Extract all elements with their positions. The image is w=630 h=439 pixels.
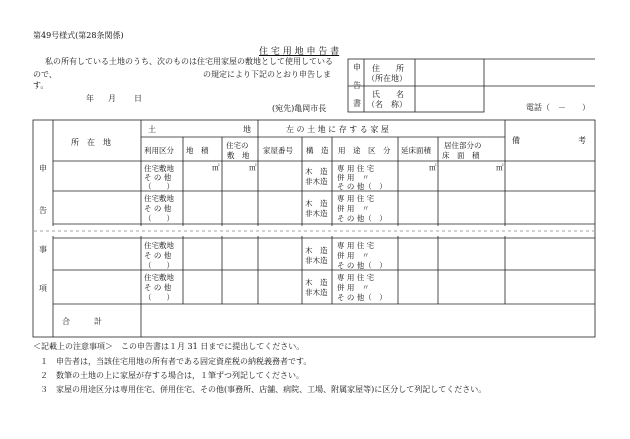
usage-dedicated: 専 用 住 宅 [337, 273, 375, 282]
table-side-3: 事 [39, 245, 47, 254]
struct-nonwood: 非木造 [305, 177, 328, 186]
note-item-1: １ 申告者は，当該住宅用地の所有者である固定資産税の納税義務者です。 [40, 357, 312, 366]
col-location: 所 在 地 [71, 138, 111, 147]
usage-combined: 併 用 〃 [337, 173, 370, 182]
unit-house-site: ㎡ [249, 163, 257, 172]
declarant-side-2: 告 [353, 81, 361, 90]
table-side-2: 告 [39, 206, 47, 215]
note-item-3: ３ 家屋の用途区分は専用住宅、併用住宅、その他(事務所、店舗、病院、工場、附属家屋等)に区分して列記してください。 [40, 385, 487, 394]
usage-other: そ の 他（ ） [337, 182, 387, 191]
sub-structure: 構 造 [306, 146, 329, 155]
unit-residential: ㎡ [496, 163, 504, 172]
name-label: 氏 名 [372, 90, 404, 99]
group-land-b: 地 [243, 125, 251, 134]
struct-nonwood: 非木造 [305, 288, 328, 297]
struct-nonwood: 非木造 [305, 209, 328, 218]
usage-dedicated: 専 用 住 宅 [337, 164, 375, 173]
total-label: 合 計 [62, 317, 102, 326]
sub-residential-a: 居住部分の [444, 141, 482, 150]
use-opt-house: 住宅敷地 [144, 164, 174, 173]
sub-use: 利用区分 [144, 146, 174, 155]
use-opt-paren: （ ） [144, 261, 174, 270]
usage-combined: 併 用 〃 [337, 251, 370, 260]
sub-usage: 用 途 区 分 [338, 146, 391, 155]
use-opt-other: そ の 他 [144, 251, 172, 260]
struct-wood: 木 造 [305, 199, 328, 208]
use-opt-other: そ の 他 [144, 173, 172, 182]
struct-wood: 木 造 [305, 167, 328, 176]
usage-other: そ の 他（ ） [337, 214, 387, 223]
phone-label: 電話（ － ） [526, 103, 590, 112]
form-number: 第49号様式(第28条関係) [33, 31, 124, 40]
table-side-4: 項 [39, 284, 47, 293]
table-side-1: 申 [39, 164, 47, 173]
notes-heading: ＜記載上の注意事項＞ この申告書は１月 31 日までに提出してください。 [33, 342, 305, 351]
page-title: 住 宅 用 地 申 告 書 [259, 47, 340, 57]
sub-floor-area: 延床面積 [401, 146, 431, 155]
usage-other: そ の 他（ ） [337, 293, 387, 302]
date-year: 年 [86, 94, 94, 103]
unit-floor-area: ㎡ [429, 163, 437, 172]
use-opt-other: そ の 他 [144, 204, 172, 213]
use-opt-paren: （ ） [144, 182, 174, 191]
use-opt-other: そ の 他 [144, 283, 172, 292]
usage-combined: 併 用 〃 [337, 283, 370, 292]
intro-line2-b: の規定により下記のとおり申告しま [203, 70, 331, 79]
sub-residential-b: 床 面 積 [442, 151, 480, 160]
declarant-side-1: 申 [353, 63, 361, 72]
intro-line2-a: ので、 [33, 70, 57, 79]
struct-wood: 木 造 [305, 246, 328, 255]
intro-line1: 私の所有している土地のうち、次のものは住宅用家屋の敷地として使用している [45, 57, 333, 66]
usage-other: そ の 他（ ） [337, 261, 387, 270]
col-remarks-b: 考 [578, 136, 586, 145]
struct-nonwood: 非木造 [305, 256, 328, 265]
struct-wood: 木 造 [305, 278, 328, 287]
use-opt-house: 住宅敷地 [144, 241, 174, 250]
use-opt-house: 住宅敷地 [144, 194, 174, 203]
note-item-2: ２ 数筆の土地の上に家屋が存する場合は，１筆ずつ列記してください。 [40, 371, 304, 380]
date-day: 日 [134, 94, 142, 103]
use-opt-paren: （ ） [144, 214, 174, 223]
sub-house-site-b: 敷 地 [227, 151, 250, 160]
date-month: 月 [108, 94, 116, 103]
name-sub-label: （名 称） [367, 100, 407, 109]
col-remarks-a: 備 [512, 136, 520, 145]
group-building: 左 の 土 地 に 存 す る 家 屋 [286, 125, 389, 134]
unit-area: ㎡ [212, 163, 220, 172]
use-opt-house: 住宅敷地 [144, 273, 174, 282]
usage-dedicated: 専 用 住 宅 [337, 194, 375, 203]
usage-dedicated: 専 用 住 宅 [337, 241, 375, 250]
address-label: 住 所 [372, 64, 404, 73]
intro-line3: す。 [33, 81, 49, 90]
sub-house-no: 家屋番号 [263, 146, 293, 155]
address-sub-label: （所在地） [367, 74, 407, 83]
usage-combined: 併 用 〃 [337, 204, 370, 213]
group-land-a: 土 [148, 125, 156, 134]
sub-area: 地 積 [186, 146, 209, 155]
declarant-side-3: 書 [353, 99, 361, 108]
use-opt-paren: （ ） [144, 293, 174, 302]
addressee: (宛先)亀岡市長 [272, 104, 327, 113]
sub-house-site-a: 住宅の [226, 141, 249, 150]
